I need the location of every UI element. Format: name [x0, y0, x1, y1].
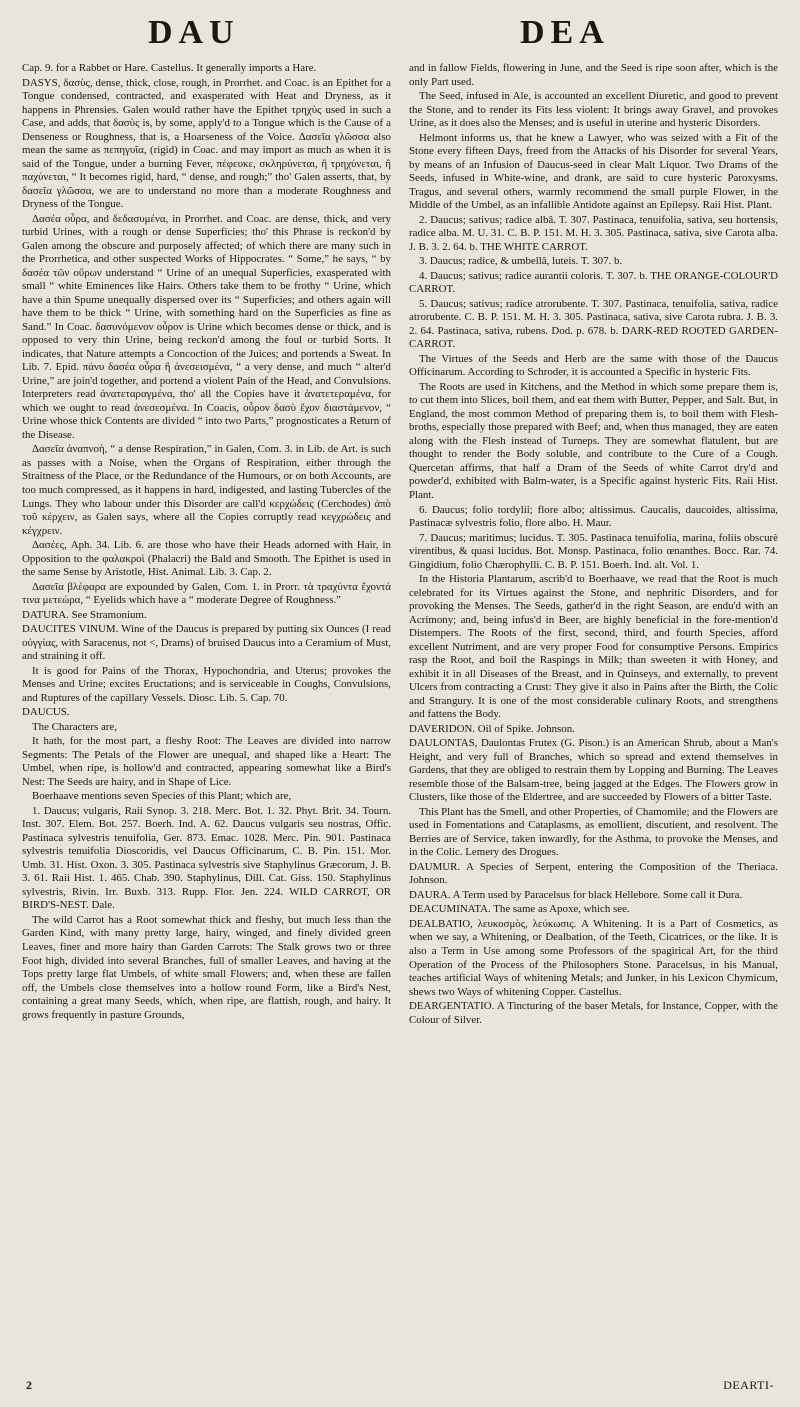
header-left-guideword: DAU [148, 14, 240, 51]
text-columns [22, 62, 778, 1362]
text-paragraph: 3. Daucus; radice, & umbellâ, luteis. T. 307. b. [419, 255, 623, 268]
page-footer [0, 1373, 800, 1393]
text-paragraph: It is good for Pains of the Thorax, Hypochondria, and Uterus; provokes the Menses and Urine; excites Eructations; and is serviceable in Coughs, Convulsions, and Ruptures of the capillary Vessels. Diosc. Lib. 5. Cap. 70. [22, 664, 391, 704]
entry-paragraph: DAUMUR. A Species of Serpent, entering the Composition of the Theriaca. Johnson. [409, 860, 778, 887]
text-paragraph: This Plant has the Smell, and other Properties, of Chamomile; and the Flowers are used in Fomentations and Cataplasms, as emollient, discutient, and resolvent. The Berries are of Service, taken inwardly, for the Asthma, to provoke the Menses, and in the Colic. Lemery des Drogues. [409, 805, 778, 859]
entry-paragraph: DATURA. See Stramonium. [22, 608, 147, 621]
left-column [22, 62, 391, 1362]
entry-paragraph: DEARGENTATIO. A Tincturing of the baser Metals, for Instance, Copper, with the Colour of Silver. [409, 1000, 778, 1026]
entry-paragraph: DEALBATIO, λευκοσμὸς, λεύκωσις. A Whitening. It is a Part of Cosmetics, as when we say, a Whitening, or Dealbation, of the Teeth, Cicatrices, or the like. It is also a Term in Use among some Professors of the spagirical Art, for the third Operation of the Process of the Philosophers Stone. Paracelsus, in his Manual, teaches artificial Ways of whitening Metals; and Junker, in his Lexicon Chymicum, shews two Ways of whitening Copper. Castellus. [409, 917, 778, 998]
text-paragraph: and in fallow Fields, flowering in June, and the Seed is ripe soon after, which is the only Part used. [409, 62, 778, 88]
text-paragraph: The Roots are used in Kitchens, and the Method in which some prepare them is, to cut them into Slices, boil them, and eat them with Butter, Pepper, and Salt. But, in England, the most common Method of preparing them is, to boil them with Flesh-broths, especially those prepared with Beef; and, when thus managed, they are eaten along with the Flesh instead of Turneps. They are somewhat flatulent, but are thought to render the Body soluble, and contribute to the Cure of a Cough. Quercetan affirms, that half a Dram of the Seeds of white Carrot dry'd and powder'd, exhibited with Balm-water, is a Specific against hysteric Fits. Raii Hist. Plant. [409, 380, 778, 501]
text-paragraph: Δασέα οὖρα, and δεδασυμένα, in Prorrhet. and Coac. are dense, thick, and very turbid Urines, with a rough or dense Superficies; tho' this Phrase is reckon'd by Galen among the obscure and purposely affected; of which there are many such in the Prorrhetica, and other suspected Works of Hippocrates. “ Some,” he says, “ by δασέα τῶν οὔρων understand “ Urine of an unequal Superficies, exasperated with small “ white Eminences like Hairs. Others take them to be frothy “ Urine, which have a thin Spume unequally dispersed over its “ Superficies; and others again will have them to be thick “ Urine, with something hard on the Superficies as fine as Sand.” In Coac. δασυνόμενον οὖρον is Urine which becomes dense or thick, and is opposed to very thin Urine, being reckon'd among the foul or turbid Sorts. It indicates, that Nature attempts a Concoction of the Juices; and portends a Sweat. In Lib. 7. Epid. πάνυ δασέα οὖρα ἢ ἀνεσεισμένα, “ a very dense, and much “ alter'd Urine,” are join'd together, and portend a violent Pain of the Head, and Convulsions. Interpreters read ἀνατεταραγμένα, tho' all the Copies have it ἀνατετεραμένα, for which we ought to read ἀνεσεσμένα. In Coacis, οὖρον δασὺ ἔχον διαστάμενον, “ Urine whose thick Contents are divided “ into two Parts,” prognosticates a Return of the Disease. [22, 212, 391, 441]
text-paragraph: Cap. 9. for a Rabbet or Hare. Castellus. It generally imports a Hare. [22, 62, 317, 74]
header-right-guideword: DEA [520, 14, 610, 51]
text-paragraph: Δασέες, Aph. 34. Lib. 6. are those who have their Heads adorned with Hair, in Opposition to the φαλακροὶ (Phalacri) the Bald and Smooth. The Epithet is used in the same Sense by Aristotle, Hist. Animal. Lib. 3. Cap. 2. [22, 539, 391, 579]
text-paragraph: 1. Daucus; vulgaris, Raii Synop. 3. 218. Merc. Bot. 1. 32. Phyt. Brit. 34. Tourn. Inst. 307. Elem. Bot. 257. Boerh. Ind. A. 62. Daucus vulgaris seu nostras, Offic. Pastinaca sylvestris tenuifolia, Ger. 873. Emac. 1028. Merc. Pin. 901. Pastinaca sylvestris tenuifolia Dioscoridis, vel Daucus Officinarum, C. B. Pin. 151. Mor. Umb. 31. Hist. Oxon. 3. 305. Pastinaca sylvestris sive Staphylinus Græcorum, J. B. 3. 61. Raii Hist. 1. 465. Chab. 390. Staphylinus, Dill. Cat. Giss. 150. Staphylinus sylvestris, Rivin. Irr. Buxb. 313. Rupp. Flor. Jen. 224. WILD CARROT, OR BIRD'S-NEST. Dale. [22, 804, 391, 912]
right-column [409, 62, 778, 1362]
entry-paragraph: DASYS, δασὺς, dense, thick, close, rough, in Prorrhet. and Coac. is an Epithet for a Tongue condensed, contracted, and exasperated with Heat and Dryness, as it happens in Phrensies. Galen would rather have the Epithet τρηχὺς used in such a Case, and adds, that δασὺς is, by some, apply'd to a Tongue which is the Cause of a Denseness or Roughness, that is, a Hoarseness of the Voice. Δασεῖα γλῶσσα also mean the same as πεπηγυῖα, (rigid) in Coac. and may import as much as when it is said of the Tongue, under a burning Fever, πέφευκε, σκληρύνεται, ἢ τρηχύνεται, ἢ παχύνεται, “ It becomes rigid, hard, “ dense, and rough;” tho' Galen asserts, that, by δασεῖα γλῶσσα, we are to understand no more than a moderate Roughness and Dryness of the Tongue. [22, 76, 391, 211]
text-paragraph: 5. Daucus; sativus; radice atrorubente. T. 307. Pastinaca, tenuifolia, sativa, radice atrorubente. C. B. P. 151. M. H. 3. 305. Pastinaca, sativa, sive Carota rubra. J. B. 3. 2. 64. Pastinaca, sativa, rubens. Dod. p. 678. b. DARK-RED ROOTED GARDEN-CARROT. [409, 297, 778, 351]
text-paragraph: Boerhaave mentions seven Species of this Plant; which are, [32, 790, 292, 803]
text-paragraph: 2. Daucus; sativus; radice albâ. T. 307. Pastinaca, tenuifolia, sativa, seu hortensis, radice alba. M. U. 31. C. B. P. 151. M. H. 3. 305. Pastinaca, sativa, sive Carota alba. J. B. 3. 2. 64. b. THE WHITE CARROT. [409, 213, 778, 253]
text-paragraph: The Characters are, [32, 720, 117, 733]
text-paragraph: The wild Carrot has a Root somewhat thick and fleshy, but much less than the Garden Kind, with many pretty large, hairy, winged, and finely divided green Leaves, finer and more hairy than Garden Carrots: The Stalk grows two or three Foot high, divided into several Branches, full of smaller Leaves, and having at the Tops pretty large flat Umbels, of white small Flowers; and, when these are fallen off, the Umbels close themselves into a hollow round Form, like a Bird's Nest, containing a great many Seeds, which, when ripe, are flattish, rough, and hairy. It grows frequently in pasture Grounds, [22, 913, 391, 1021]
entry-paragraph: DAURA. A Term used by Paracelsus for black Hellebore. Some call it Dura. [409, 888, 743, 901]
entry-paragraph: DAUCUS. [22, 706, 70, 719]
entry-paragraph: DEACUMINATA. The same as Apoxe, which see. [409, 903, 630, 916]
text-paragraph: Δασεῖα βλέφαρα are expounded by Galen, Com. 1. in Prorr. τὰ τραχύντα ἔχοντά τινα μετεώρα, “ Eyelids which have a “ moderate Degree of Roughness.” [22, 580, 391, 607]
text-paragraph: Δασεῖα ἀναπνοὴ, “ a dense Respiration,” in Galen, Com. 3. in Lib. de Art. is such as passes with a Noise, when the Organs of Respiration, either through the Straitness of the Place, or the Redundance of the Humours, or on both Accounts, are too much compressed, as it happens in hard, indigested, and lasting Tubercles of the Lungs. They who labour under this Disorder are call'd κερχώδεις (Cerchodes) ἀπὸ τοῦ κέρχειν, as Galen says, where all the Copies corruptly read κεγχρώδεις and κέγχρειν. [22, 443, 391, 537]
catchword: DEARTI- [723, 1378, 774, 1392]
entry-paragraph: DAVERIDON. Oil of Spike. Johnson. [409, 722, 575, 735]
text-paragraph: It hath, for the most part, a fleshy Root: The Leaves are divided into narrow Segments: The Petals of the Flower are unequal, and shaped like a Heart: The Umbel, when ripe, is hollow'd and contracted, appearing somewhat like a Bird's Nest: The Seeds are hairy, and in Shape of Lice. [22, 735, 391, 788]
text-paragraph: The Seed, infused in Ale, is accounted an excellent Diuretic, and good to prevent the Stone, and to render its Fits less violent: It brings away Gravel, and provokes Urine, as it does also the Menses; and is useful in uterine and hysteric Disorders. [409, 90, 778, 130]
text-paragraph: The Virtues of the Seeds and Herb are the same with those of the Daucus Officinarum. According to Schroder, it is accounted a Specific in hysteric Fits. [409, 352, 778, 379]
page-number: 2 [26, 1378, 32, 1392]
text-paragraph: 4. Daucus; sativus; radice aurantii coloris. T. 307. b. THE ORANGE-COLOUR'D CARROT. [409, 269, 778, 296]
entry-paragraph: DAULONTAS, Daulontas Frutex (G. Pison.) is an American Shrub, about a Man's Height, and very full of Branches, which so spread and extend themselves in Gardens, that they are obliged to restrain them by Lopping and Burning. The Leaves resemble those of the Balsam-tree, being jagged at the Edges. The Flowers grow in Clusters, like those of the Eldertree, and are succeeded by Flowers of a bitter Taste. [409, 737, 778, 804]
text-paragraph: 7. Daucus; maritimus; lucidus. T. 305. Pastinaca tenuifolia, marina, foliis obscurè virentibus, & quasi lucidus. Bot. Monsp. Pastinaca, folio œnanthes. Bocc. Rar. 74. Gingidium, folio Chærophylli. C. B. P. 151. Boerh. Ind. alt. Vol. 1. [409, 531, 778, 571]
text-paragraph: Helmont informs us, that he knew a Lawyer, who was seized with a Fit of the Stone every fifteen Days, freed from the Attacks of his Disorder for several Years, by means of an Infusion of Daucus-seed in clear Malt Liquor. Two Drams of the Seeds, infused in White-wine, and drank, are said to cure hysteric Paroxysms. Tragus, and several others, warmly recommend the small purple Flower, in the Middle of the Umbel, as an infallible Antidote against an Epilepsy. Raii Hist. Plant. [409, 131, 778, 212]
running-header [0, 14, 800, 58]
text-paragraph: 6. Daucus; folio tordylii; flore albo; altissimus. Caucalis, daucoides, altissima, Pastinacæ sylvestris folio, flore albo. H. Maur. [409, 503, 778, 530]
entry-paragraph: DAUCITES VINUM. Wine of the Daucus is prepared by putting six Ounces (I read οὐγγίας, with Saracenus, not <, Drams) of bruised Daucus into a Ceramium of Must, and straining it off. [22, 623, 391, 663]
text-paragraph: In the Historia Plantarum, ascrib'd to Boerhaave, we read that the Root is much celebrated for its Virtues against the Stone, and nephritic Disorders, and for provoking the Menses. The Seeds, gather'd in the right Season, are endu'd with an Acrimony; and, being infus'd in Beer, are highly beneficial in the fore-mention'd Distempers. The Roots of the first, second, third, and fourth Species, afford excellent Nutriment, and are very proper Food for consumptive Persons. Empirics rasp the Root, and boil the Raspings in Milk; than sweeten it with Honey, and exhibit it in all Diseases of the Breast, and in Quinseys, and externally, to prevent Ulcers from contracting a Crust: They give it also in Pains after the Birth, the Colic and Strangury. It is one of the most considerable culinary Roots, and strengthens and fattens the Body. [409, 573, 778, 721]
